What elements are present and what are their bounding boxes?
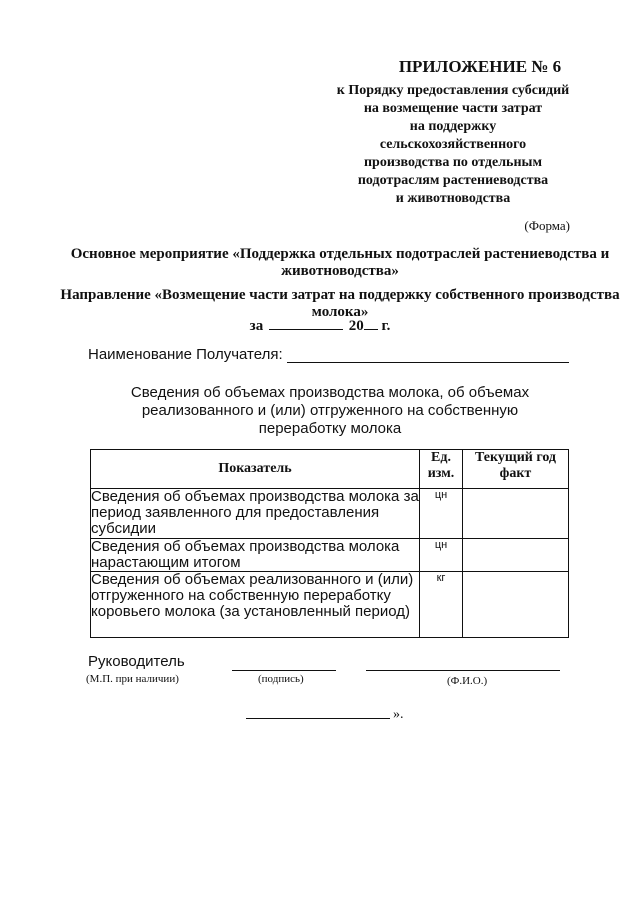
appendix-line: и животноводства xyxy=(395,191,511,206)
name-caption: (Ф.И.О.) xyxy=(447,675,488,687)
milk-production-table xyxy=(90,449,569,638)
value-cell[interactable] xyxy=(463,572,569,638)
indicator-cell: Сведения об объемах реализованного и (или) отгруженного на собственную переработку коровьего молока (за установленный период) xyxy=(91,572,420,638)
unit-cell: цн xyxy=(420,539,463,572)
date-field[interactable] xyxy=(246,718,390,719)
year-blank[interactable] xyxy=(364,316,378,330)
period-suffix: г. xyxy=(381,318,391,334)
appendix-title: ПРИЛОЖЕНИЕ № 6 xyxy=(398,57,562,76)
table-header-row xyxy=(91,450,569,489)
name-field[interactable] xyxy=(366,670,560,671)
header-indicator: Показатель xyxy=(91,450,420,489)
value-cell[interactable] xyxy=(463,489,569,539)
period-prefix: за xyxy=(249,318,264,334)
appendix-subtitle xyxy=(318,82,588,208)
appendix-line: подотраслям растениеводства xyxy=(357,173,549,188)
table-caption: Сведения об объемах производства молока, об объемах реализованного и (или) отгруженного на собственную переработку молока xyxy=(130,384,530,437)
period-year: 20 xyxy=(348,318,364,334)
table-row xyxy=(91,489,569,539)
main-event-heading: Основное мероприятие «Поддержка отдельных подотраслей растениеводства и животноводства» xyxy=(70,246,610,279)
header-unit: Ед. изм. xyxy=(420,450,463,489)
header-current-year: Текущий год факт xyxy=(463,450,569,489)
date-closing-quote: ». xyxy=(393,707,404,722)
table-row xyxy=(91,539,569,572)
value-cell[interactable] xyxy=(463,539,569,572)
form-label: (Форма) xyxy=(524,218,570,233)
period-blank[interactable] xyxy=(269,316,343,330)
table-row xyxy=(91,572,569,638)
head-label: Руководитель xyxy=(88,653,185,670)
signature-caption: (подпись) xyxy=(258,673,304,685)
recipient-row xyxy=(88,346,569,363)
appendix-line: на поддержку xyxy=(409,119,497,134)
appendix-line: на возмещение части затрат xyxy=(363,101,543,116)
direction-heading: Направление «Возмещение части затрат на поддержку собственного производства молока» xyxy=(60,287,620,320)
unit-cell: цн xyxy=(420,489,463,539)
unit-cell: кг xyxy=(420,572,463,638)
stamp-note: (М.П. при наличии) xyxy=(86,673,179,685)
signature-field[interactable] xyxy=(232,670,336,671)
recipient-field[interactable] xyxy=(287,348,569,363)
appendix-line: производства по отдельным xyxy=(363,155,542,170)
indicator-cell: Сведения об объемах производства молока нарастающим итогом xyxy=(91,539,420,572)
recipient-label: Наименование Получателя: xyxy=(88,346,283,363)
indicator-cell: Сведения об объемах производства молока за период заявленного для предоставления субсидии xyxy=(91,488,419,537)
appendix-line: сельскохозяйственного xyxy=(379,137,527,152)
period-line xyxy=(0,316,640,335)
appendix-line: к Порядку предоставления субсидий xyxy=(336,83,570,98)
